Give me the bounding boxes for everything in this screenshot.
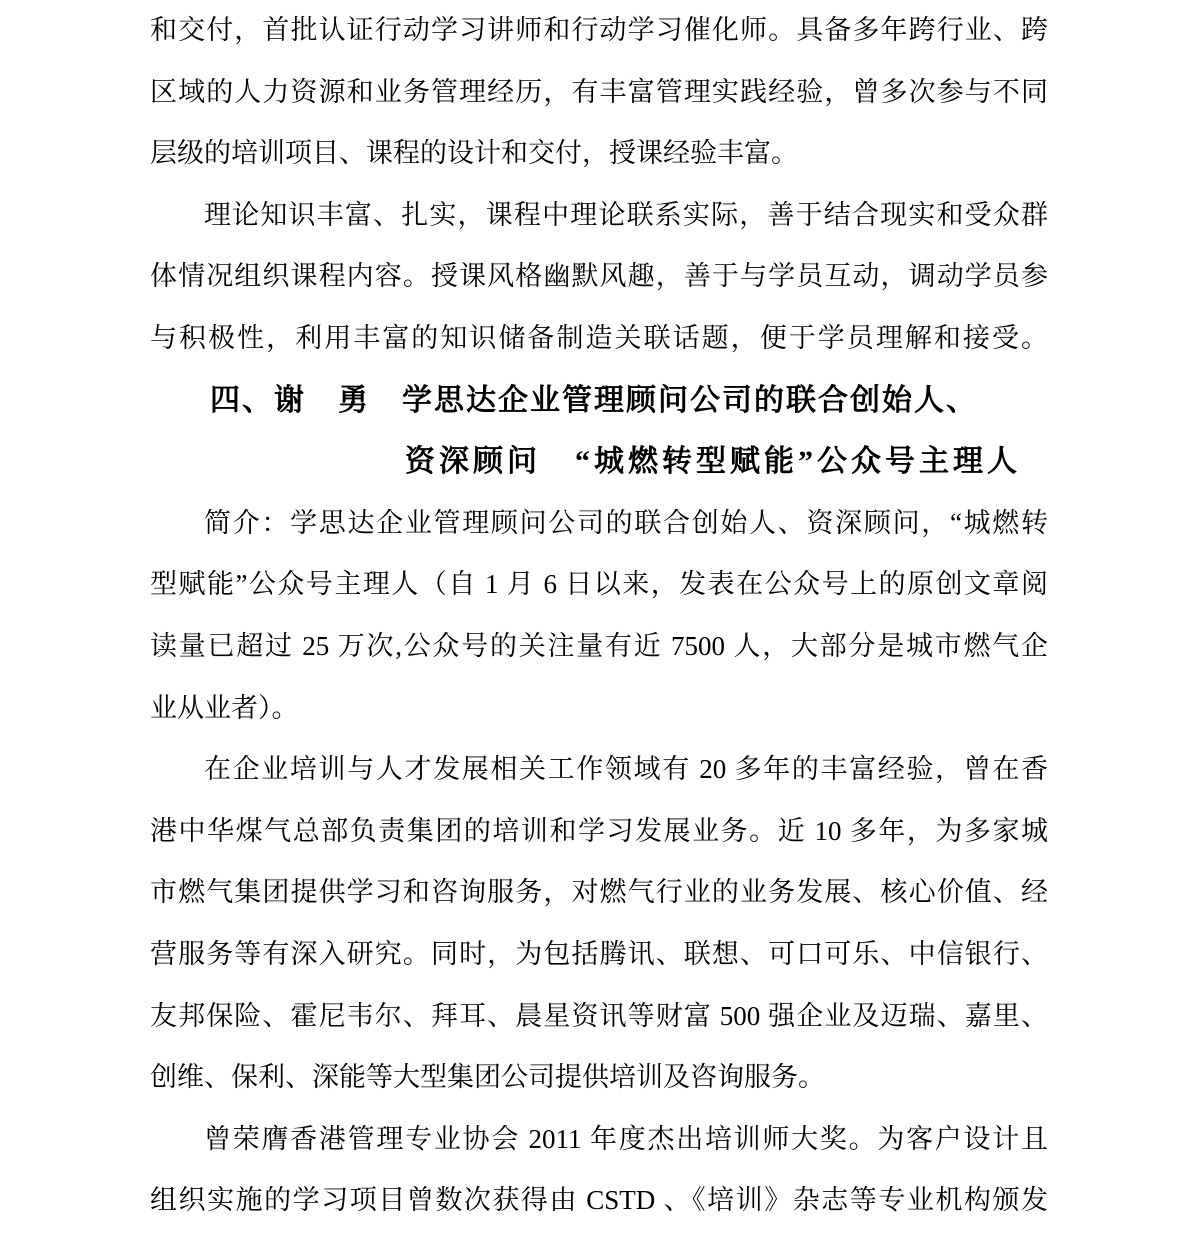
text-line: 市燃气集团提供学习和咨询服务，对燃气行业的业务发展、核心价值、经 xyxy=(150,877,1048,908)
heading-line: 四、谢 勇 学思达企业管理顾问公司的联合创始人、 xyxy=(210,383,978,417)
text-line: 和交付，首批认证行动学习讲师和行动学习催化师。具备多年跨行业、跨 xyxy=(150,15,1048,45)
text-line: 创维、保利、深能等大型集团公司提供培训及咨询服务。 xyxy=(150,1062,825,1093)
text-line: 港中华煤气总部负责集团的培训和学习发展业务。近 10 多年，为多家城 xyxy=(150,815,1048,846)
heading-line: 资深顾问 “城燃转型赋能”公众号主理人 xyxy=(405,445,1021,479)
text-line: 层级的培训项目、课程的设计和交付，授课经验丰富。 xyxy=(150,138,798,169)
text-line: 型赋能”公众号主理人（自 1 月 6 日以来，发表在公众号上的原创文章阅 xyxy=(150,569,1048,600)
text-block xyxy=(150,0,1048,1232)
text-line: 业从业者）。 xyxy=(150,692,299,723)
text-line: 读量已超过 25 万次,公众号的关注量有近 7500 人，大部分是城市燃气企 xyxy=(150,630,1048,661)
text-line: 友邦保险、霍尼韦尔、拜耳、晨星资讯等财富 500 强企业及迈瑞、嘉里、 xyxy=(150,1000,1048,1031)
text-line: 曾荣膺香港管理专业协会 2011 年度杰出培训师大奖。为客户设计且 xyxy=(204,1123,1048,1154)
text-line: 组织实施的学习项目曾数次获得由 CSTD 、《培训》杂志等专业机构颁发 xyxy=(150,1185,1048,1216)
text-line: 体情况组织课程内容。授课风格幽默风趣，善于与学员互动，调动学员参 xyxy=(150,261,1048,292)
text-line: 理论知识丰富、扎实，课程中理论联系实际，善于结合现实和受众群 xyxy=(204,199,1048,230)
text-line: 简介：学思达企业管理顾问公司的联合创始人、资深顾问，“城燃转 xyxy=(204,507,1048,538)
text-line: 与积极性，利用丰富的知识储备制造关联话题，便于学员理解和接受。 xyxy=(150,322,1048,353)
paragraph-intro xyxy=(150,493,1048,739)
paragraph-awards xyxy=(150,1109,1048,1232)
text-line: 营服务等有深入研究。同时，为包括腾讯、联想、可口可乐、中信银行、 xyxy=(150,938,1048,969)
paragraph-teaching-style xyxy=(150,185,1048,370)
paragraph-trainer-bio-continued xyxy=(150,0,1048,185)
section-heading-xie-yong xyxy=(150,370,1048,493)
text-line: 在企业培训与人才发展相关工作领域有 20 多年的丰富经验，曾在香 xyxy=(204,754,1048,785)
paragraph-experience xyxy=(150,739,1048,1109)
text-line: 区域的人力资源和业务管理经历，有丰富管理实践经验，曾多次参与不同 xyxy=(150,76,1048,107)
